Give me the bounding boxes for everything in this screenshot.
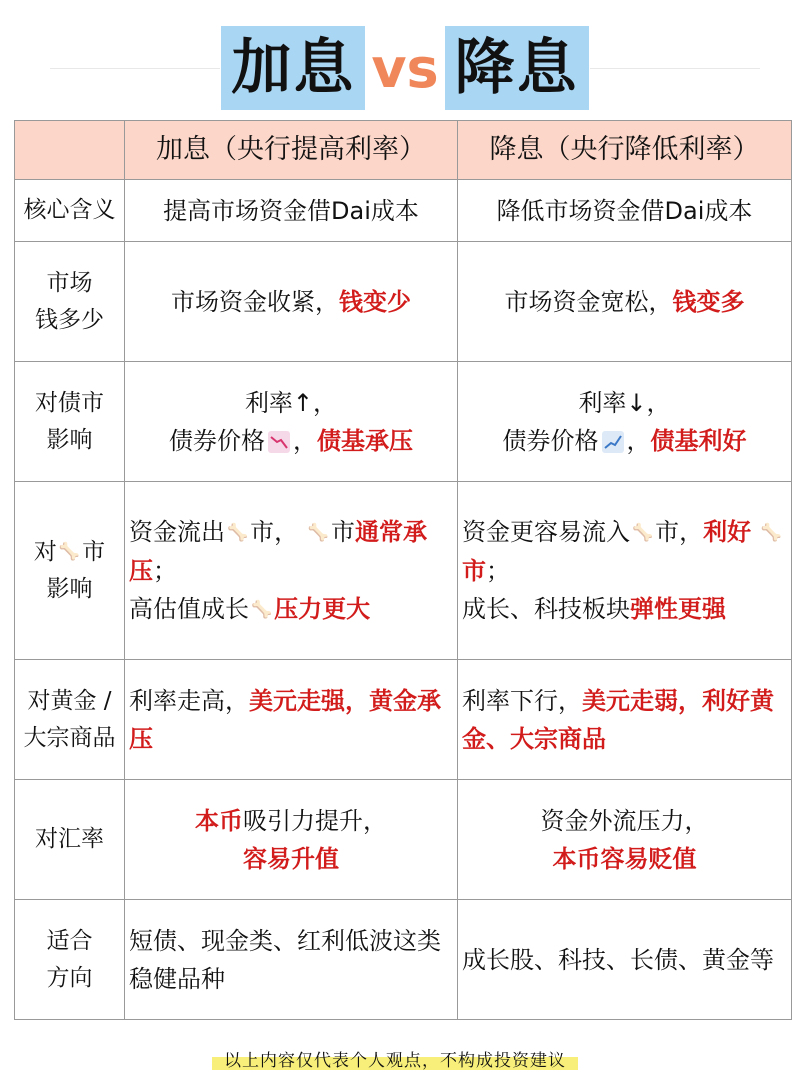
table-row [15, 780, 792, 900]
row-label-line: 市 [82, 538, 106, 565]
row-label-line: 方向 [46, 964, 93, 991]
cell-highlight: 钱变多 [672, 287, 745, 316]
cell-highlight: 利好 [703, 518, 752, 546]
table-row [15, 362, 792, 482]
cell-highlight: 市 [462, 557, 486, 585]
cell-text: 资金更容易流入 [462, 518, 630, 546]
bone-icon: 🦴 [227, 522, 249, 543]
cell-hike-gold [125, 660, 458, 780]
row-label-line: 钱多少 [35, 306, 104, 333]
cell-text: 高估值成长 [129, 594, 249, 623]
row-label-money [15, 242, 125, 362]
table-row [15, 900, 792, 1020]
cell-highlight: 债基利好 [650, 426, 747, 455]
cell-cut-money [458, 242, 792, 362]
row-label-fit [15, 900, 125, 1020]
cell-cut-core: 降低市场资金借Dai成本 [458, 180, 792, 242]
row-label-bond [15, 362, 125, 482]
row-label-stock [15, 482, 125, 660]
row-label-line: 对债市 [35, 389, 104, 416]
cell-text: 市， [655, 518, 704, 546]
bone-icon: 🦴 [58, 541, 81, 562]
row-label-line: 影响 [46, 426, 93, 453]
chart-increasing-icon [602, 431, 624, 453]
cell-cut-bond [458, 362, 792, 482]
cell-text: 债券价格 [502, 426, 599, 455]
row-label-line: 适合 [46, 927, 93, 954]
cell-highlight: 容易升值 [243, 844, 339, 873]
cell-text: 吸引力提升， [243, 806, 387, 835]
cell-cut-gold [458, 660, 792, 780]
table-row [15, 660, 792, 780]
chart-decreasing-icon [268, 431, 290, 453]
cell-hike-core: 提高市场资金借Dai成本 [125, 180, 458, 242]
cell-text: 市场资金收紧， [171, 287, 339, 316]
row-label-line: 大宗商品 [23, 724, 116, 751]
bone-icon: 🦴 [251, 599, 273, 620]
title-vs: vs [371, 36, 439, 100]
cell-highlight: 本币 [195, 806, 243, 835]
cell-text: 利率↓， [578, 388, 671, 417]
cell-highlight: 压力更大 [274, 594, 371, 623]
cell-cut-fit: 成长股、科技、长债、黄金等 [458, 900, 792, 1020]
cell-highlight: 美元走强，黄金承压 [129, 686, 441, 753]
cell-highlight: 本币容易贬值 [552, 844, 697, 873]
row-label-line: 影响 [46, 575, 93, 602]
row-label-line: 市场 [46, 269, 93, 296]
cell-text: 资金流出 [129, 517, 225, 546]
title-cut: 降息 [445, 26, 589, 110]
cell-hike-fx [125, 780, 458, 900]
cell-text: ； [153, 556, 177, 585]
cell-text: 成长、科技板块 [462, 595, 630, 623]
table-row [15, 242, 792, 362]
cell-hike-fit: 短债、现金类、红利低波这类稳健品种 [125, 900, 458, 1020]
cell-highlight: 钱变少 [339, 287, 411, 316]
row-label-gold [15, 660, 125, 780]
row-label-fx: 对汇率 [15, 780, 125, 900]
header-cut: 降息（央行降低利率） [458, 121, 792, 180]
comparison-table [14, 120, 792, 1020]
row-label-core: 核心含义 [15, 180, 125, 242]
bone-icon: 🦴 [760, 523, 782, 543]
footer [0, 1044, 810, 1073]
row-label-line: 对黄金 / [27, 687, 112, 714]
cell-hike-money [125, 242, 458, 362]
header-corner [15, 121, 125, 180]
cell-text: 利率↑， [244, 388, 338, 417]
cell-text: 利率走高， [129, 686, 249, 715]
page-title [0, 20, 810, 116]
cell-text: 利率下行， [462, 686, 582, 715]
table-header-row [15, 121, 792, 180]
header-hike: 加息（央行提高利率） [125, 121, 458, 180]
cell-text: 资金外流压力， [540, 806, 709, 835]
row-label-line: 对 [33, 538, 57, 565]
table-row [15, 180, 792, 242]
cell-text: 市场资金宽松， [504, 287, 673, 316]
cell-highlight: 债基承压 [317, 426, 413, 455]
title-hike: 加息 [221, 26, 365, 110]
disclaimer: 以上内容仅代表个人观点，不构成投资建议 [212, 1044, 578, 1073]
cell-text: ， [293, 426, 317, 455]
cell-text: 市 [330, 517, 355, 546]
cell-text: 市， [250, 517, 299, 546]
cell-text: 债券价格 [169, 426, 265, 455]
bone-icon: 🦴 [307, 522, 329, 543]
cell-cut-stock [458, 482, 792, 660]
cell-highlight: 通常承压 [129, 517, 427, 585]
cell-cut-fx [458, 780, 792, 900]
cell-hike-bond [125, 362, 458, 482]
bone-icon: 🦴 [632, 523, 654, 543]
cell-text: ， [626, 426, 651, 455]
cell-hike-stock [125, 482, 458, 660]
cell-highlight: 弹性更强 [630, 595, 726, 623]
table-row [15, 482, 792, 660]
cell-highlight: 美元走弱，利好黄金、大宗商品 [462, 686, 774, 753]
cell-text: ； [486, 557, 510, 585]
